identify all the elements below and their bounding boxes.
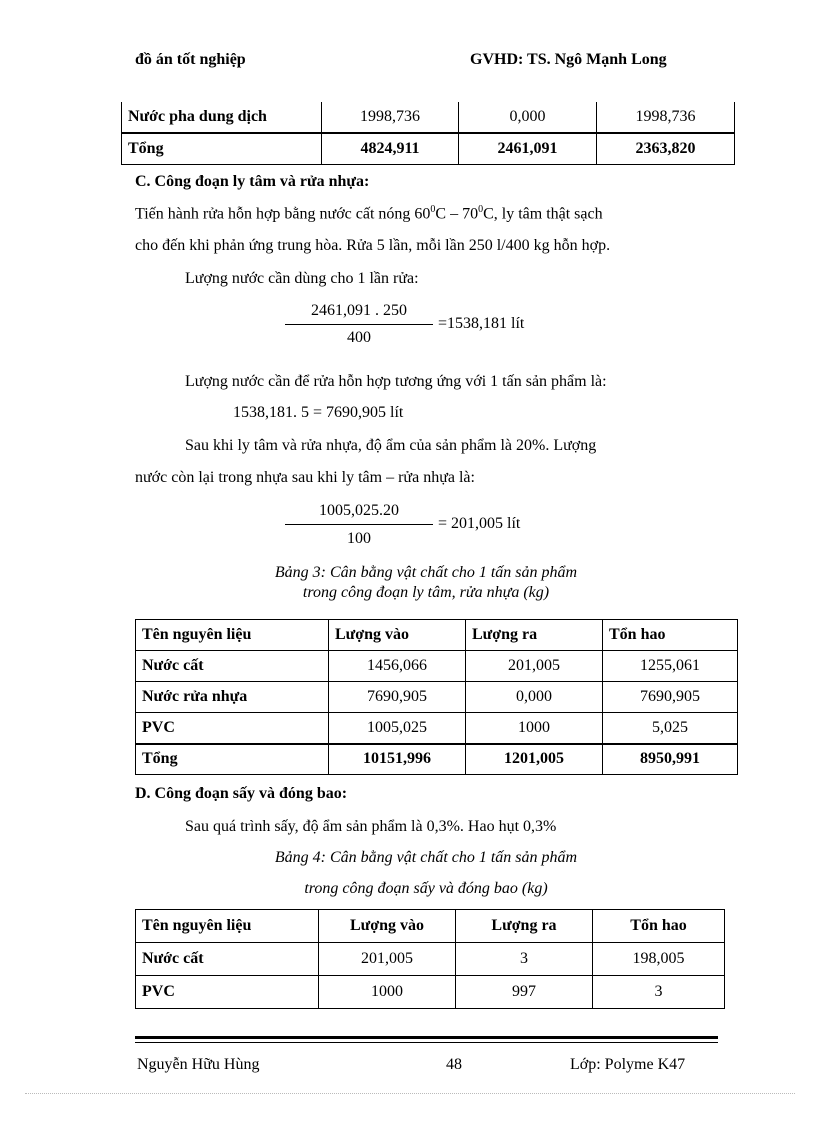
cell-in: 4824,911 [322,133,459,164]
table-header-row [136,620,738,651]
table-continued [121,102,735,165]
cell-name: PVC [136,713,329,744]
cell-in: 7690,905 [329,682,466,713]
page-bottom-divider [25,1093,795,1094]
p1-text-b: C – 70 [435,205,479,223]
header-loss: Tổn hao [603,620,738,651]
fraction-1-bar [285,324,433,325]
header-out: Lượng ra [466,620,603,651]
header-name: Tên nguyên liệu [136,910,319,943]
cell-in: 1000 [319,976,456,1009]
section-c-paragraph-3: Lượng nước cần để rửa hỗn hợp tương ứng với 1 tấn sản phẩm là: [185,373,607,390]
table-3 [135,619,738,775]
section-c-title: C. Công đoạn ly tâm và rửa nhựa: [135,173,370,190]
cell-loss: 8950,991 [603,744,738,775]
table-row [122,102,735,133]
table-row [136,943,725,976]
fraction-2-bar [285,524,433,525]
cell-out: 3 [456,943,593,976]
table-row [136,651,738,682]
header-loss: Tổn hao [593,910,725,943]
p1-sup-2: 0 [478,204,484,215]
table-4-caption-2: trong công đoạn sấy và đóng bao (kg) [304,880,548,897]
header-in: Lượng vào [329,620,466,651]
p1-text-c: C, ly tâm thật sạch [483,205,603,223]
cell-name: Nước pha dung dịch [122,102,322,133]
fraction-1-denominator: 400 [347,329,371,346]
header-in: Lượng vào [319,910,456,943]
p1-text-a: Tiến hành rửa hỗn hợp bằng nước cất nóng 60 [135,205,431,223]
cell-in: 1456,066 [329,651,466,682]
cell-loss: 3 [593,976,725,1009]
fraction-1-result: =1538,181 lít [438,315,525,332]
cell-out: 0,000 [459,102,597,133]
cell-name: Tổng [122,133,322,164]
fraction-1-numerator: 2461,091 . 250 [311,302,407,319]
footer-rule-thin [135,1042,718,1043]
table-4-caption-1: Bảng 4: Cân bằng vật chất cho 1 tấn sản phẩm [274,849,578,866]
section-d-title: D. Công đoạn sấy và đóng bao: [135,785,348,802]
section-c-calc: 1538,181. 5 = 7690,905 lít [233,404,404,421]
cell-loss: 7690,905 [603,682,738,713]
footer-page-number: 48 [446,1056,462,1073]
table-3-caption-1: Bảng 3: Cân bằng vật chất cho 1 tấn sản phẩm [274,564,578,581]
section-c-paragraph-4b: nước còn lại trong nhựa sau khi ly tâm – rửa nhựa là: [135,469,475,486]
footer-class: Lớp: Polyme K47 [570,1056,686,1073]
section-c-paragraph-1b: cho đến khi phản ứng trung hòa. Rửa 5 lần, mỗi lần 250 l/400 kg hỗn hợp. [135,237,611,254]
section-c-paragraph-4: Sau khi ly tâm và rửa nhựa, độ ẩm của sản phẩm là 20%. Lượng [185,437,597,454]
table-row-total [122,133,735,164]
cell-loss: 2363,820 [597,133,735,164]
section-c-paragraph-2: Lượng nước cần dùng cho 1 lần rửa: [185,270,419,287]
table-row [136,682,738,713]
fraction-2-denominator: 100 [347,530,371,547]
cell-loss: 5,025 [603,713,738,744]
footer-author: Nguyễn Hữu Hùng [137,1056,260,1073]
header-name: Tên nguyên liệu [136,620,329,651]
cell-name: Nước rửa nhựa [136,682,329,713]
header-left-title: đồ án tốt nghiệp [135,51,246,68]
cell-in: 1998,736 [322,102,459,133]
cell-out: 1201,005 [466,744,603,775]
cell-in: 1005,025 [329,713,466,744]
cell-out: 1000 [466,713,603,744]
table-row [136,976,725,1009]
cell-name: Nước cất [136,651,329,682]
section-d-paragraph-1: Sau quá trình sấy, độ ẩm sản phẩm là 0,3%. Hao hụt 0,3% [185,818,557,835]
header-out: Lượng ra [456,910,593,943]
cell-loss: 198,005 [593,943,725,976]
cell-name: Nước cất [136,943,319,976]
table-row [136,713,738,744]
section-c-paragraph-1 [135,204,603,223]
cell-in: 10151,996 [329,744,466,775]
cell-loss: 1255,061 [603,651,738,682]
footer-rule-thick [135,1036,718,1039]
table-header-row [136,910,725,943]
cell-out: 2461,091 [459,133,597,164]
fraction-2-result: = 201,005 lít [438,515,521,532]
cell-name: PVC [136,976,319,1009]
cell-loss: 1998,736 [597,102,735,133]
fraction-2-numerator: 1005,025.20 [319,502,399,519]
table-3-caption-2: trong công đoạn ly tâm, rửa nhựa (kg) [302,584,550,601]
cell-out: 201,005 [466,651,603,682]
cell-out: 997 [456,976,593,1009]
table-row-total [136,744,738,775]
cell-out: 0,000 [466,682,603,713]
table-4 [135,909,725,1009]
header-supervisor: GVHD: TS. Ngô Mạnh Long [470,51,667,68]
cell-in: 201,005 [319,943,456,976]
cell-name: Tổng [136,744,329,775]
p1-sup-1: 0 [430,204,436,215]
